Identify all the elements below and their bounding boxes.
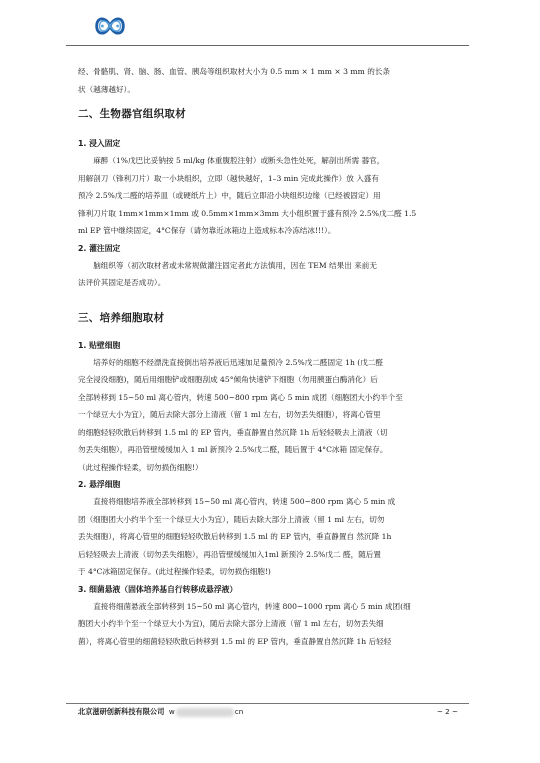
- body-line: 团（细胞团大小约半个至一个绿豆大小为宜），随后去除大部分上清液（留 1 ml 左右，切勿: [78, 514, 385, 524]
- subsection-heading: 3. 细菌悬液（固体培养基自行转移成悬浮液）: [78, 584, 238, 594]
- website-url[interactable]: [167, 707, 244, 716]
- body-line: ml EP 管中继续固定，4°C保存（请勿靠近冰箱边上造成标本冷冻结冰!!!）。: [78, 226, 336, 235]
- url-prefix: w: [168, 707, 175, 716]
- body-line: 锋利刀片取 1mm×1mm×1mm 或 0.5mm×1mm×3mm 大小组织置于盛有预冷 2.5%戊二醛 1.5: [78, 208, 417, 218]
- body-line: 预冷 2.5%戊二醛的培养皿（或硬纸片上）中，随后立即沿小块组织边缘（已经被固定）用: [78, 191, 381, 200]
- page-footer: [78, 707, 458, 717]
- footer-divider: [66, 703, 469, 704]
- body-line: 脑组织等（初次取材者或未常规做灌注固定者此方法慎用，因在 TEM 结果出 来前无: [93, 260, 377, 270]
- body-line: 培养好的细胞不经漂洗直接倒出培养液后迅速加足量预冷 2.5%戊二醛固定 1h (戊二醛: [93, 357, 383, 367]
- body-line: 勿丢失细胞），再沿管壁缓缓加入 1 ml 新预冷 2.5%戊二醛，随后置于 4°C冰箱 固定保存。: [78, 445, 388, 454]
- body-line: 麻醉（1%戊巴比妥钠按 5 ml/kg 体重腹腔注射）或断头急性处死，解剖出所需 器官，: [93, 156, 385, 165]
- body-line: 的细胞轻轻吹散后转移到 1.5 ml 的 EP 管内，垂直静置自然沉降 1h 后轻轻吸去上清液（切: [78, 427, 388, 437]
- company-logo-icon: [91, 8, 129, 44]
- body-line: 菌），将离心管里的细菌轻轻吹散后转移到 1.5 ml 的 EP 管内，垂直静置自然沉降 1h 后轻轻: [78, 636, 392, 646]
- subsection-heading: 1. 贴壁细胞: [78, 340, 121, 350]
- body-line: 胞团大小约半个至一个绿豆大小为宜)，随后去除大部分上清液（留 1 ml 左右，切勿丢失细: [78, 619, 384, 628]
- body-line: 状（越薄越好）。: [78, 84, 135, 94]
- body-line: 直接将细胞培养液全部转移到 15~50 ml 离心管内，转速 500~800 rpm 离心 5 min 成: [93, 497, 396, 506]
- body-line: 全部转移到 15~50 ml 离心管内，转速 500~800 rpm 离心 5 min 成团（细胞团大小约半个至: [78, 392, 403, 402]
- subsection-heading: 2. 灌注固定: [78, 243, 121, 253]
- company-name: 北京滋研创新科技有限公司: [78, 707, 165, 716]
- body-line: 于 4°C冰箱固定保存。(此过程操作轻柔，切勿损伤细胞!): [78, 567, 271, 576]
- body-line: 后轻轻吸去上清液（切勿丢失细胞），再沿管壁缓缓加入1ml 新预冷 2.5%戊二 醛，随后置: [78, 549, 381, 559]
- body-line: 直接将细菌悬液全部转移到 15~50 ml 离心管内，转速 800~1000 rpm 离心 5 min 成团(细: [93, 601, 411, 611]
- body-line: 经、骨骼肌、肾、脑、肠、血管、胰岛等组织取材大小为 0.5 mm × 1 mm × 3 mm 的长条: [78, 67, 391, 76]
- redacted-url-blur: [176, 708, 234, 717]
- section-heading: 三、培养细胞取材: [78, 311, 165, 324]
- document-body: [78, 63, 464, 650]
- subsection-heading: 1. 浸入固定: [78, 139, 121, 148]
- subsection-heading: 2. 悬浮细胞: [78, 480, 121, 489]
- body-line: 完全浸没细胞)，随后用细胞铲或细胞刮成 45°倾角快速铲下细胞（勿用胰蛋白酶消化）后: [78, 375, 378, 384]
- body-line: （此过程操作轻柔，切勿损伤细胞!）: [78, 462, 203, 472]
- header-divider: [66, 45, 469, 46]
- url-suffix: cn: [234, 707, 244, 716]
- body-line: 法评价其固定是否成功）。: [78, 278, 166, 287]
- body-line: 丢失细胞），将离心管里的细胞轻轻吹散后转移到 1.5 ml 的 EP 管内，垂直静置自 然沉降 1h: [78, 532, 392, 541]
- body-line: 用解剖刀（锋利刀片）取一小块组织，立即（越快越好，1–3 min 完成此操作）放 入盛有: [78, 173, 379, 183]
- page-number: ~ 2 ~: [436, 707, 458, 716]
- section-heading: 二、生物器官组织取材: [78, 108, 186, 120]
- body-line: 一个绿豆大小为宜），随后去除大部分上清液（留 1 ml 左右，切勿丢失细胞），将离心管里: [78, 410, 381, 419]
